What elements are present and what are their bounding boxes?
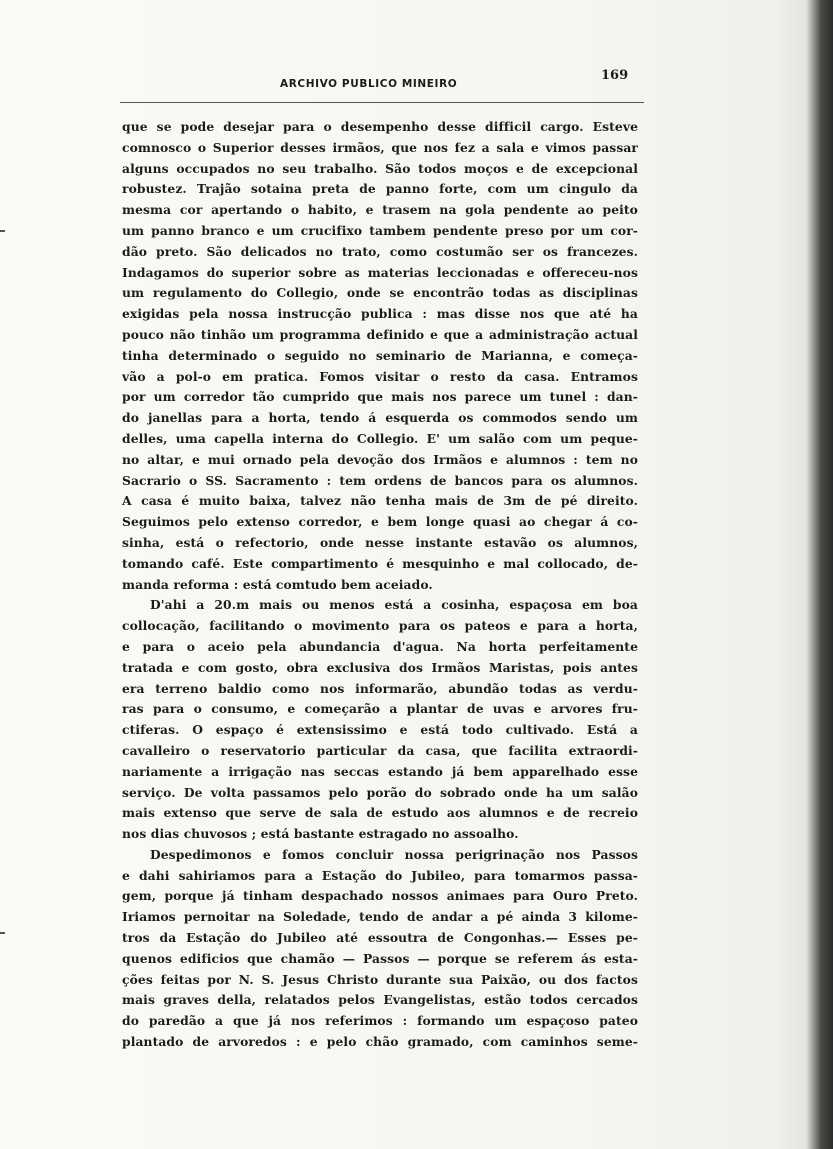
text-line: mais graves della, relatados pelos Evangelistas, estão todos cercados	[122, 992, 638, 1008]
text-line: alguns occupados no seu trabalho. São todos moços e de excepcional	[122, 160, 638, 176]
text-line: por um corredor tão cumprido que mais nos parece um tunel : dan-	[122, 389, 638, 405]
text-line: tinha determinado o seguido no seminario de Marianna, e começa-	[122, 347, 638, 363]
header-rule	[120, 102, 644, 103]
text-line: A casa é muito baixa, talvez não tenha mais de 3m de pé direito.	[122, 493, 638, 509]
text-line: Sacrario o SS. Sacramento : tem ordens de bancos para os alumnos.	[122, 472, 638, 488]
text-line: que se pode desejar para o desempenho desse difficil cargo. Esteve	[122, 119, 638, 134]
text-line: e para o aceio pela abundancia d'agua. Na horta perfeitamente	[122, 638, 638, 654]
text-line: tomando café. Este compartimento é mesquinho e mal collocado, de-	[122, 555, 638, 571]
text-line: vão a pol-o em pratica. Fomos visitar o resto da casa. Entramos	[122, 368, 638, 384]
running-title: ARCHIVO PUBLICO MINEIRO	[280, 78, 458, 90]
body-text	[122, 117, 638, 1053]
text-line: nariamente a irrigação nas seccas estando já bem apparelhado esse	[122, 763, 638, 779]
book-spine-shadow	[773, 0, 833, 1149]
text-line: era terreno baldio como nos informarão, abundão todas as verdu-	[122, 680, 638, 696]
text-line: collocação, facilitando o movimento para os pateos e para a horta,	[122, 618, 638, 634]
page-header	[120, 66, 640, 96]
text-line: no altar, e mui ornado pela devoção dos Irmãos e alumnos : tem no	[122, 451, 638, 467]
page-number: 169	[601, 68, 629, 83]
text-line: robustez. Trajão sotaina preta de panno forte, com um cingulo da	[122, 181, 638, 197]
text-line: do janellas para a horta, tendo á esquerda os commodos sendo um	[122, 410, 638, 426]
text-line: dão preto. São delicados no trato, como costumão ser os francezes.	[122, 243, 638, 259]
text-line: do paredão a que já nos referimos : formando um espaçoso pateo	[122, 1013, 638, 1029]
text-line: manda reforma : está comtudo bem aceiado.	[122, 576, 433, 592]
text-line: serviço. De volta passamos pelo porão do sobrado onde ha um salão	[122, 784, 638, 800]
text-line: um panno branco e um crucifixo tambem pendente preso por um cor-	[122, 222, 638, 238]
text-line: Iriamos pernoitar na Soledade, tendo de andar a pé ainda 3 kilome-	[122, 909, 638, 925]
text-line: Indagamos do superior sobre as materias leccionadas e offereceu-nos	[122, 264, 638, 280]
text-line: e dahi sahiriamos para a Estação do Jubileo, para tomarmos passa-	[122, 867, 638, 883]
text-line: Despedimonos e fomos concluir nossa perigrinação nos Passos	[150, 846, 638, 862]
edge-mark	[0, 932, 5, 934]
text-line: sinha, está o refectorio, onde nesse instante estavão os alumnos,	[122, 534, 638, 550]
text-line: tratada e com gosto, obra exclusiva dos Irmãos Maristas, pois antes	[122, 659, 638, 675]
text-line: ctiferas. O espaço é extensissimo e está todo cultivado. Está a	[122, 722, 638, 738]
edge-mark	[0, 230, 5, 232]
text-line: pouco não tinhão um programma definido e que a administração actual	[122, 326, 638, 342]
text-line: quenos edificios que chamão — Passos — porque se referem ás esta-	[122, 950, 638, 966]
text-line: delles, uma capella interna do Collegio. E' um salão com um peque-	[122, 430, 638, 446]
text-line: exigidas pela nossa instrucção publica : mas disse nos que até ha	[122, 306, 638, 322]
text-line: gem, porque já tinham despachado nossos animaes para Ouro Preto.	[122, 888, 638, 904]
text-line: comnosco o Superior desses irmãos, que nos fez a sala e vimos passar	[122, 139, 638, 155]
text-line: ras para o consumo, e começarão a plantar de uvas e arvores fru-	[122, 701, 638, 717]
text-line: nos dias chuvosos ; está bastante estragado no assoalho.	[122, 826, 519, 842]
text-line: cavalleiro o reservatorio particular da casa, que facilita extraordi-	[122, 742, 638, 758]
text-line: mesma cor apertando o habito, e trasem na gola pendente ao peito	[122, 202, 638, 218]
text-line: mais extenso que serve de sala de estudo aos alumnos e de recreio	[122, 805, 638, 821]
text-line: tros da Estação do Jubileo até essoutra de Congonhas.— Esses pe-	[122, 930, 638, 946]
text-line: ções feitas por N. S. Jesus Christo durante sua Paixão, ou dos factos	[122, 971, 638, 987]
text-line: D'ahi a 20.m mais ou menos está a cosinha, espaçosa em boa	[150, 597, 638, 613]
text-line: um regulamento do Collegio, onde se encontrão todas as disciplinas	[122, 285, 638, 301]
text-line: plantado de arvoredos : e pelo chão gramado, com caminhos seme-	[122, 1034, 638, 1050]
text-line: Seguimos pelo extenso corredor, e bem longe quasi ao chegar á co-	[122, 514, 638, 530]
